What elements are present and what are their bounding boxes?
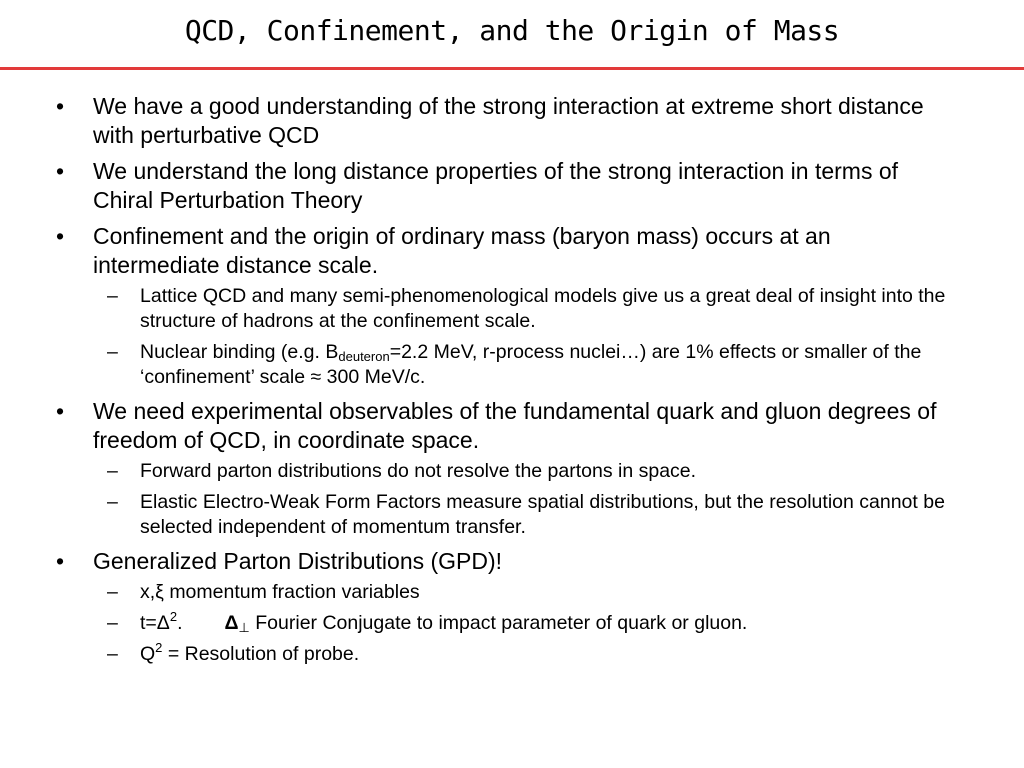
sub-text-post: = Resolution of probe. <box>162 643 360 665</box>
sub-text-mid: . <box>177 612 183 634</box>
bullet-marker: • <box>56 93 65 119</box>
sub-text: Elastic Electro-Weak Form Factors measure spatial distributions, but the resolution cannot be selected independent of momentum transfer. <box>140 491 945 538</box>
sub-marker: – <box>107 460 118 482</box>
sub-text: Forward parton distributions do not resolve the partons in space. <box>140 460 697 482</box>
subscript-perp: ⊥ <box>238 620 250 635</box>
sub-item <box>93 459 956 484</box>
bullet-marker: • <box>56 223 65 249</box>
delta-symbol: Δ <box>224 612 239 634</box>
sub-item <box>93 611 956 636</box>
sub-marker: – <box>107 643 118 665</box>
sub-text-pre: Q <box>140 643 156 665</box>
bullet-text: We have a good understanding of the strong interaction at extreme short distance with perturbative QCD <box>93 93 924 148</box>
slide-title: QCD, Confinement, and the Origin of Mass <box>184 14 840 47</box>
sub-marker: – <box>107 612 118 634</box>
bullet-item <box>56 397 956 540</box>
sub-item <box>93 580 956 605</box>
sub-item <box>93 490 956 540</box>
sub-text: x,ξ momentum fraction variables <box>140 581 420 603</box>
bullet-text: Generalized Parton Distributions (GPD)! <box>93 548 503 574</box>
bullet-marker: • <box>56 398 65 424</box>
sub-list <box>93 284 956 390</box>
sub-list <box>93 459 956 540</box>
sub-text-pre: t=Δ <box>140 612 170 634</box>
sub-text-post: Fourier Conjugate to impact parameter of quark or gluon. <box>249 612 748 634</box>
bullet-text: We need experimental observables of the fundamental quark and gluon degrees of freedom of QCD, in coordinate space. <box>93 398 937 453</box>
bullet-item <box>56 92 956 150</box>
bullet-marker: • <box>56 158 65 184</box>
sub-marker: – <box>107 285 118 307</box>
bullet-text: Confinement and the origin of ordinary mass (baryon mass) occurs at an intermediate distance scale. <box>93 223 831 278</box>
title-divider <box>0 67 1024 70</box>
bullet-text: We understand the long distance properties of the strong interaction in terms of Chiral Perturbation Theory <box>93 158 899 213</box>
sub-list <box>93 580 956 667</box>
sub-item <box>93 284 956 334</box>
sub-item <box>93 642 956 667</box>
subscript-deuteron: deuteron <box>338 349 390 364</box>
sub-marker: – <box>107 341 118 363</box>
bullet-item <box>56 547 956 667</box>
bullet-marker: • <box>56 548 65 574</box>
sub-marker: – <box>107 491 118 513</box>
sub-text-pre: Nuclear binding (e.g. B <box>140 341 339 363</box>
bullet-item <box>56 157 956 215</box>
sub-marker: – <box>107 581 118 603</box>
slide-body <box>56 92 956 674</box>
superscript-2: 2 <box>169 609 178 624</box>
sub-item <box>93 340 956 390</box>
sub-text-post: =2.2 MeV, r-process nuclei…) are 1% effects or smaller of the ‘confinement’ scale ≈ 300 MeV/c. <box>140 341 922 388</box>
superscript-2: 2 <box>155 640 163 655</box>
bullet-item <box>56 222 956 390</box>
sub-text: Lattice QCD and many semi-phenomenological models give us a great deal of insight into the structure of hadrons at the confinement scale. <box>140 285 946 332</box>
